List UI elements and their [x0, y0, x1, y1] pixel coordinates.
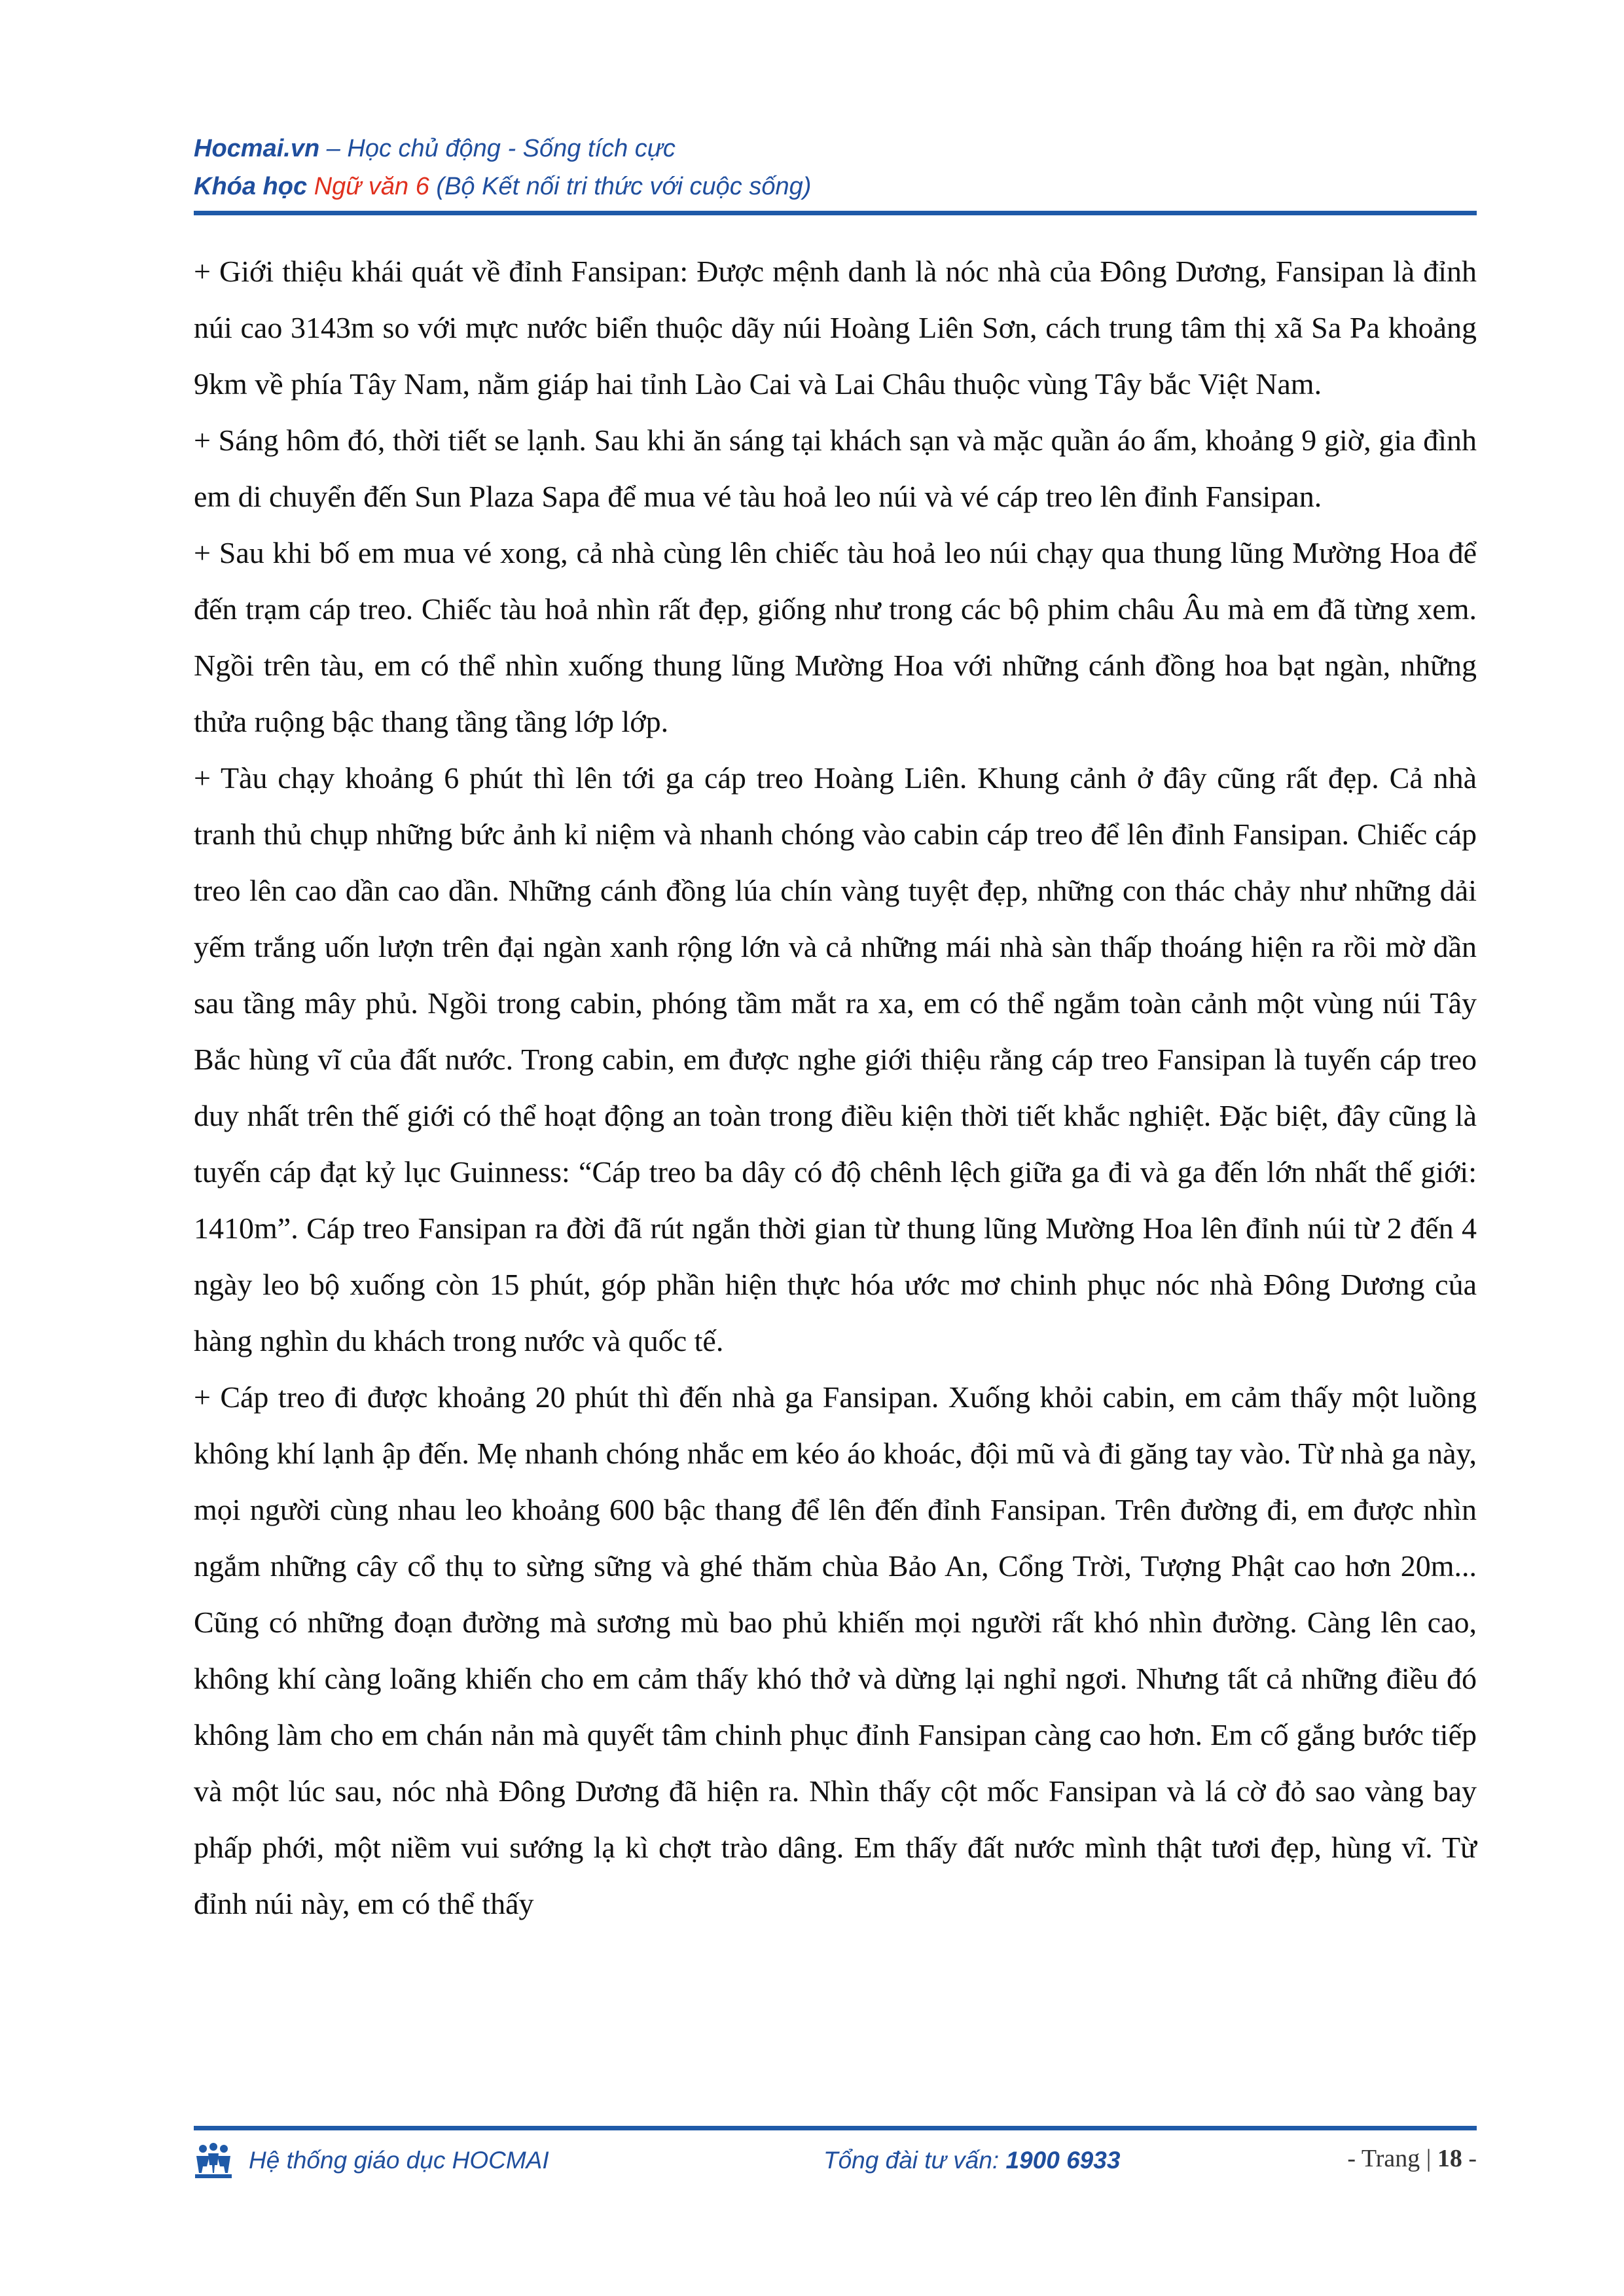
footer-hotline [823, 2147, 1120, 2174]
footer-divider [194, 2126, 1477, 2130]
footer-system-label [249, 2147, 549, 2174]
course-name: Ngữ văn 6 [314, 173, 429, 200]
footer-system-prefix: Hệ thống giáo dục [249, 2147, 452, 2174]
header-line-course [194, 168, 1477, 206]
page-suffix: - [1462, 2145, 1477, 2172]
document-body [194, 243, 1477, 1932]
brand-name: Hocmai.vn [194, 135, 320, 162]
footer-system-name: HOCMAI [452, 2147, 549, 2174]
paragraph: + Tàu chạy khoảng 6 phút thì lên tới ga cáp treo Hoàng Liên. Khung cảnh ở đây cũng rất đẹp. Cả nhà tranh thủ chụp những bức ảnh kỉ niệm và nhanh chóng vào cabin cáp treo để lên đỉnh Fansipan. Chiếc cáp treo lên cao dần cao dần. Những cánh đồng lúa chín vàng tuyệt đẹp, những con thác chảy như những dải yếm trắng uốn lượn trên đại ngàn xanh rộng lớn và cả những mái nhà sàn thấp thoáng hiện ra rồi mờ dần sau tầng mây phủ. Ngồi trong cabin, phóng tầm mắt ra xa, em có thể ngắm toàn cảnh một vùng núi Tây Bắc hùng vĩ của đất nước. Trong cabin, em được nghe giới thiệu rằng cáp treo Fansipan là tuyến cáp treo duy nhất trên thế giới có thể hoạt động an toàn trong điều kiện thời tiết khắc nghiệt. Đặc biệt, đây cũng là tuyến cáp đạt kỷ lục Guinness: “Cáp treo ba dây có độ chênh lệch giữa ga đi và ga đến lớn nhất thế giới: 1410m”. Cáp treo Fansipan ra đời đã rút ngắn thời gian từ thung lũng Mường Hoa lên đỉnh núi từ 2 đến 4 ngày leo bộ xuống còn 15 phút, góp phần hiện thực hóa ước mơ chinh phục nóc nhà Đông Dương của hàng nghìn du khách trong nước và quốc tế. [194, 761, 1477, 1357]
page-number: 18 [1437, 2145, 1462, 2172]
paragraph: + Sáng hôm đó, thời tiết se lạnh. Sau khi ăn sáng tại khách sạn và mặc quần áo ấm, khoảng 9 giờ, gia đình em di chuyển đến Sun Plaza Sapa để mua vé tàu hoả leo núi và vé cáp treo lên đỉnh Fansipan. [194, 423, 1477, 513]
page-header [194, 130, 1477, 206]
page-footer [194, 2142, 1477, 2187]
brand-tagline: – Học chủ động - Sống tích cực [319, 135, 676, 162]
hocmai-logo-icon [194, 2143, 233, 2179]
hotline-number: 1900 6933 [1005, 2147, 1121, 2174]
paragraph: + Giới thiệu khái quát về đỉnh Fansipan: Được mệnh danh là nóc nhà của Đông Dương, Fansipan là đỉnh núi cao 3143m so với mực nước biển thuộc dãy núi Hoàng Liên Sơn, cách trung tâm thị xã Sa Pa khoảng 9km về phía Tây Nam, nằm giáp hai tỉnh Lào Cai và Lai Châu thuộc vùng Tây bắc Việt Nam. [194, 255, 1477, 401]
page-indicator [1347, 2144, 1477, 2173]
course-series: (Bộ Kết nối tri thức với cuộc sống) [429, 173, 812, 200]
course-label: Khóa học [194, 173, 314, 200]
paragraph: + Sau khi bố em mua vé xong, cả nhà cùng lên chiếc tàu hoả leo núi chạy qua thung lũng Mường Hoa để đến trạm cáp treo. Chiếc tàu hoả nhìn rất đẹp, giống như trong các bộ phim châu Âu mà em đã từng xem. Ngồi trên tàu, em có thể nhìn xuống thung lũng Mường Hoa với những cánh đồng hoa bạt ngàn, những thửa ruộng bậc thang tầng tầng lớp lớp. [194, 536, 1477, 738]
hotline-label: Tổng đài tư vấn: [823, 2147, 1006, 2174]
header-line-brand [194, 130, 1477, 168]
header-divider [194, 211, 1477, 215]
page-prefix: - Trang | [1347, 2145, 1437, 2172]
paragraph: + Cáp treo đi được khoảng 20 phút thì đến nhà ga Fansipan. Xuống khỏi cabin, em cảm thấy một luồng không khí lạnh ập đến. Mẹ nhanh chóng nhắc em kéo áo khoác, đội mũ và đi găng tay vào. Từ nhà ga này, mọi người cùng nhau leo khoảng 600 bậc thang để lên đến đỉnh Fansipan. Trên đường đi, em được nhìn ngắm những cây cổ thụ to sừng sững và ghé thăm chùa Bảo An, Cổng Trời, Tượng Phật cao hơn 20m... Cũng có những đoạn đường mà sương mù bao phủ khiến mọi người rất khó nhìn đường. Càng lên cao, không khí càng loãng khiến cho em cảm thấy khó thở và dừng lại nghỉ ngơi. Nhưng tất cả những điều đó không làm cho em chán nản mà quyết tâm chinh phục đỉnh Fansipan càng cao hơn. Em cố gắng bước tiếp và một lúc sau, nóc nhà Đông Dương đã hiện ra. Nhìn thấy cột mốc Fansipan và lá cờ đỏ sao vàng bay phấp phới, một niềm vui sướng lạ kì chợt trào dâng. Em thấy đất nước mình thật tươi đẹp, hùng vĩ. Từ đỉnh núi này, em có thể thấy [194, 1380, 1477, 1920]
